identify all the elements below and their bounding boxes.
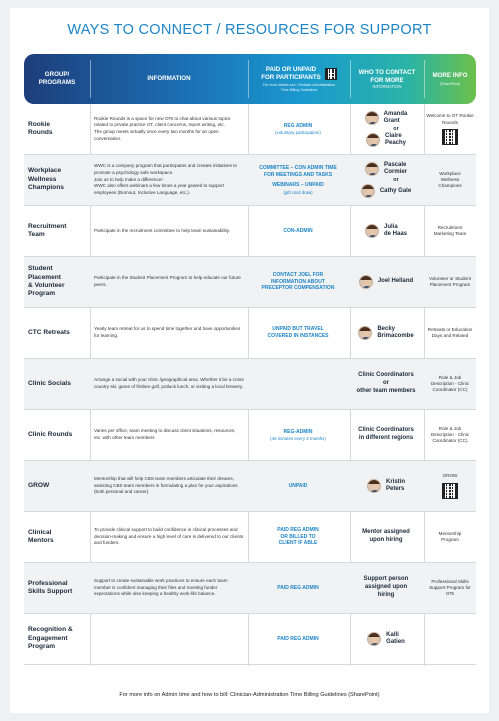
qr-code-icon[interactable] [442, 483, 458, 499]
row-contact [350, 512, 422, 562]
more-info-link[interactable]: GROW [442, 473, 458, 479]
avatar [367, 632, 381, 646]
row-information: Mentorship that will help CBS team members articulate their dreams, assisting CBS team members in formulating a plan for your aspirations (both personal and career). [94, 476, 238, 495]
table-row [24, 410, 476, 461]
row-information: WWC is a company program that participates and creates initiatives to promote a psychology safe workspace. Join us to help make a difference! WWC also offers webinars a few times a year geared to support employees (Burnout, Inclusive Language, etc.). [94, 163, 237, 195]
table-row [24, 461, 476, 512]
header-group [24, 54, 90, 104]
contact-person[interactable] [359, 275, 413, 289]
avatar [366, 133, 380, 147]
more-info-link[interactable]: Role & Job Description - Clinic Coordinator (CC) [430, 425, 470, 444]
row-contact [350, 563, 422, 613]
row-more-info[interactable] [424, 308, 476, 358]
header-information [90, 54, 248, 104]
qr-code-icon[interactable] [442, 129, 458, 145]
row-paid-status [248, 206, 348, 256]
contact-text: Clinic Coordinators in different regions [358, 427, 414, 441]
row-group-name: GROW [28, 481, 50, 489]
row-more-info[interactable] [424, 512, 476, 562]
avatar [358, 326, 372, 340]
row-paid-status [248, 257, 348, 307]
contact-name: Kalli Gatien [386, 631, 405, 645]
header-contact [350, 54, 424, 104]
row-more-info[interactable] [424, 359, 476, 409]
row-group-name: Recruitment Team [28, 222, 67, 238]
more-info-link[interactable]: Retreats or Education Days and Related [427, 326, 473, 338]
more-info-link[interactable]: Recruitment Marketing Team [433, 224, 467, 236]
contact-person[interactable] [365, 224, 407, 238]
paid-label: PAID REG ADMIN [277, 584, 319, 591]
contact-or: or [393, 177, 399, 184]
row-more-info[interactable] [424, 461, 476, 511]
paid-label: REG ADMIN [283, 122, 313, 129]
avatar [365, 224, 379, 238]
row-more-info[interactable] [424, 563, 476, 613]
row-more-info[interactable] [424, 155, 476, 205]
table-row [24, 104, 476, 155]
row-group-name: Workplace Wellness Champions [28, 167, 64, 192]
contact-person[interactable] [365, 111, 408, 125]
footer-note[interactable]: For more info on Admin time and how to bill: Clinician-Administration Time Billing Guidelines (SharePoint) [119, 692, 380, 698]
more-info-link[interactable]: Welcome to OT Rookie Rounds [426, 113, 474, 125]
row-information: Arrange a social with your clinic /geographical area. Whether it be a cross country ski, game of frisbee golf, potluck lunch, or visiting a local brewery. [94, 377, 244, 389]
more-info-link[interactable]: Role & Job Description - Clinic Coordinator (CC) [430, 374, 470, 393]
header-contact-sub: INFORMATION [372, 84, 402, 90]
header-paid-sub: For more details see: Clinician-Administration Time Billing Guidelines [262, 83, 336, 92]
row-paid-status [248, 104, 348, 154]
contact-person[interactable] [367, 632, 405, 646]
row-paid-status [248, 461, 348, 511]
table-row [24, 512, 476, 563]
row-group-name: Clinic Rounds [28, 430, 73, 438]
row-information: Participate in the Student Placement Program to help educate our future peers. [94, 275, 241, 287]
table-row [24, 563, 476, 614]
table-row [24, 257, 476, 308]
row-group-name: Clinic Socials [28, 379, 71, 387]
contact-name: Amanda Grant [383, 110, 408, 124]
contact-or: or [383, 380, 389, 387]
table-header [24, 54, 476, 104]
row-contact [350, 614, 422, 664]
row-contact [350, 104, 422, 154]
row-contact [350, 206, 422, 256]
paid-label: REG-ADMIN [283, 428, 313, 435]
qr-code-icon[interactable] [325, 68, 337, 80]
row-paid-status [248, 563, 348, 613]
row-group-name: Student Placement & Volunteer Program [28, 265, 65, 298]
contact-person[interactable] [367, 479, 405, 493]
row-contact [350, 461, 422, 511]
row-information: Yearly team retreat for us to spend time together and have opportunities for learning. [94, 326, 241, 338]
row-paid-status [248, 155, 348, 205]
contact-person[interactable] [361, 184, 411, 198]
row-paid-status [248, 614, 348, 664]
row-group-name: CTC Retreats [28, 328, 70, 336]
paid-label: PAID REG ADMIN OR BILLED TO CLIENT IF ABLE [277, 526, 319, 547]
row-information [94, 614, 244, 664]
contact-text: Support person assigned upon hiring [363, 576, 409, 598]
more-info-link[interactable]: Volunteer or Student Placement Program [429, 275, 471, 287]
contact-text: other team members [356, 387, 416, 394]
row-information: Support to create sustainable work practices to ensure each team member is confident managing their files and meeting funder expectations while also keeping a healthy work-life balance. [94, 578, 228, 597]
resource-sheet [10, 8, 489, 713]
paid-label: UNPAID [288, 482, 308, 489]
row-group-name: Rookie Rounds [28, 120, 53, 136]
row-more-info[interactable] [424, 257, 476, 307]
contact-name: Becky Brimacombe [377, 325, 414, 339]
table-row [24, 308, 476, 359]
avatar [359, 275, 373, 289]
paid-label: PAID REG ADMIN [277, 635, 319, 642]
contact-name: Claire Peachy [384, 133, 406, 147]
avatar [367, 479, 381, 493]
contact-or: or [393, 126, 399, 132]
row-information: To provide clinical support to build confidence in clinical processes and decision-making and ensure a high level of care is delivered to our clients and funders. [94, 527, 244, 546]
row-group-name: Professional Skills Support [28, 579, 73, 595]
paid-note: (45 minutes every 2 months) [270, 436, 326, 442]
row-paid-status [248, 410, 348, 460]
header-more-sub: (SharePoint) [439, 81, 461, 86]
header-group-label: GROUP/ PROGRAMS [38, 71, 76, 86]
contact-text: Clinic Coordinators [358, 372, 414, 379]
paid-note: (voluntary participation) [275, 130, 321, 136]
contact-person[interactable] [365, 162, 407, 176]
paid-label: COMMITTEE – CON ADMIN TIME FOR MEETINGS AND TASKS [259, 164, 337, 178]
table-row [24, 206, 476, 257]
table-row [24, 155, 476, 206]
table-row [24, 359, 476, 410]
more-info-link[interactable]: Mentorship Program [438, 530, 462, 542]
header-contact-label: WHO TO CONTACT FOR MORE [358, 68, 416, 84]
row-contact [350, 308, 422, 358]
contact-name: Pascale Cormier [383, 161, 407, 175]
row-contact [350, 410, 422, 460]
avatar [361, 184, 375, 198]
contact-text: Mentor assigned upon hiring [362, 529, 410, 543]
paid-label: WEBINARS – UNPAID [272, 182, 324, 189]
paid-note: (gift card draw) [283, 190, 313, 196]
header-more-label: MORE INFO [432, 71, 468, 79]
paid-label: CONTACT JOEL FOR INFORMATION ABOUT PRECEPTOR COMPENSATION [261, 271, 335, 292]
more-info-link[interactable]: Workplace Wellness Champions [438, 170, 462, 189]
paid-label: UNPAID BUT TRAVEL COVERED IN INSTANCES [267, 326, 329, 339]
page-title: WAYS TO CONNECT / RESOURCES FOR SUPPORT [67, 22, 432, 38]
row-information: Varies per office, team meeting to discuss client situations, resources, etc. with other team members [94, 428, 236, 440]
avatar [365, 111, 379, 125]
row-more-info[interactable] [424, 104, 476, 154]
row-group-name: Recognition & Engagement Program [28, 626, 73, 651]
row-more-info[interactable] [424, 410, 476, 460]
header-more [424, 54, 476, 104]
row-information: Rookie Rounds is a space for new OTs to chat about various topics related to private practice OT, client concerns, report writing, etc. The group meets virtually once every two months for an open conversation. [94, 115, 231, 141]
contact-name: Joel Helland [377, 278, 414, 285]
row-information: Participate in the recruitment committee to help team sustainability. [94, 227, 231, 233]
more-info-link[interactable]: Professional Skills Support Program for OTs [429, 578, 471, 597]
contact-person[interactable] [358, 326, 413, 340]
contact-person[interactable] [366, 133, 406, 147]
row-contact [350, 155, 422, 205]
row-paid-status [248, 359, 348, 409]
row-paid-status [248, 512, 348, 562]
row-group-name: Clinical Mentors [28, 528, 54, 544]
row-contact [350, 257, 422, 307]
contact-name: Kristin Peters [385, 478, 405, 492]
header-paid-label: PAID OR UNPAID FOR PARTICIPANTS [261, 65, 321, 81]
header-information-label: INFORMATION [147, 75, 191, 83]
avatar [365, 162, 379, 176]
row-more-info[interactable] [424, 614, 476, 664]
row-paid-status [248, 308, 348, 358]
contact-name: Julia de Haas [383, 223, 407, 237]
contact-name: Cathy Gale [379, 187, 412, 194]
row-more-info[interactable] [424, 206, 476, 256]
header-paid [248, 54, 350, 104]
paid-label: CON-ADMIN [283, 227, 313, 234]
row-contact [350, 359, 422, 409]
table-row [24, 614, 476, 665]
